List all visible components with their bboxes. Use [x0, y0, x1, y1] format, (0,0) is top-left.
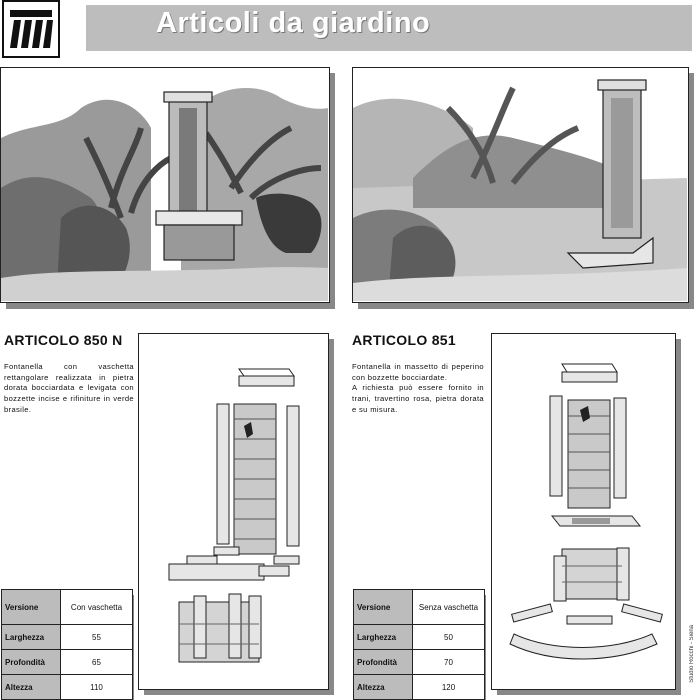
table-row [354, 650, 485, 675]
spec-key: Altezza [354, 675, 413, 700]
spec-key: Larghezza [2, 625, 61, 650]
table-row [2, 625, 133, 650]
spec-key: Larghezza [354, 625, 413, 650]
spec-value: 65 [61, 650, 133, 675]
table-row [2, 650, 133, 675]
spec-value: 70 [413, 650, 485, 675]
article-851-description [352, 362, 484, 416]
spec-value: Senza vaschetta [413, 590, 485, 625]
article-850-exploded-diagram [138, 333, 329, 690]
article-850-spec-table [1, 589, 133, 700]
article-851-exploded-diagram [491, 333, 676, 690]
article-850-description: Fontanella con vaschetta rettangolare realizzata in pietra dorata bocciardata e levigata con bozzette incise e rifiniture in verde brasile. [4, 362, 134, 414]
spec-key: Profondità [2, 650, 61, 675]
spec-value: 55 [61, 625, 133, 650]
garden-scene-left [0, 67, 330, 303]
garden-scene-right [352, 67, 689, 303]
table-row [354, 625, 485, 650]
description-line: A richiesta può essere fornito in trani, travertino rosa, pietra dorata e su misura. [352, 383, 484, 414]
table-row [354, 590, 485, 625]
table-row [2, 675, 133, 700]
company-logo [2, 0, 60, 58]
description-line: Fontanella in massetto di peperino con bozzette bocciardate. [352, 362, 484, 382]
spec-key: Versione [2, 590, 61, 625]
spec-key: Altezza [2, 675, 61, 700]
article-851-spec-table [353, 589, 485, 700]
page-title: Articoli da giardino [156, 7, 431, 39]
spec-value: 120 [413, 675, 485, 700]
spec-value: Con vaschetta [61, 590, 133, 625]
table-row [354, 675, 485, 700]
article-851-title: ARTICOLO 851 [352, 332, 456, 348]
table-row [2, 590, 133, 625]
studio-credit: Studio Rocchi - Siena [689, 625, 695, 683]
spec-value: 50 [413, 625, 485, 650]
article-850-title: ARTICOLO 850 N [4, 332, 123, 348]
spec-key: Versione [354, 590, 413, 625]
spec-value: 110 [61, 675, 133, 700]
spec-key: Profondità [354, 650, 413, 675]
